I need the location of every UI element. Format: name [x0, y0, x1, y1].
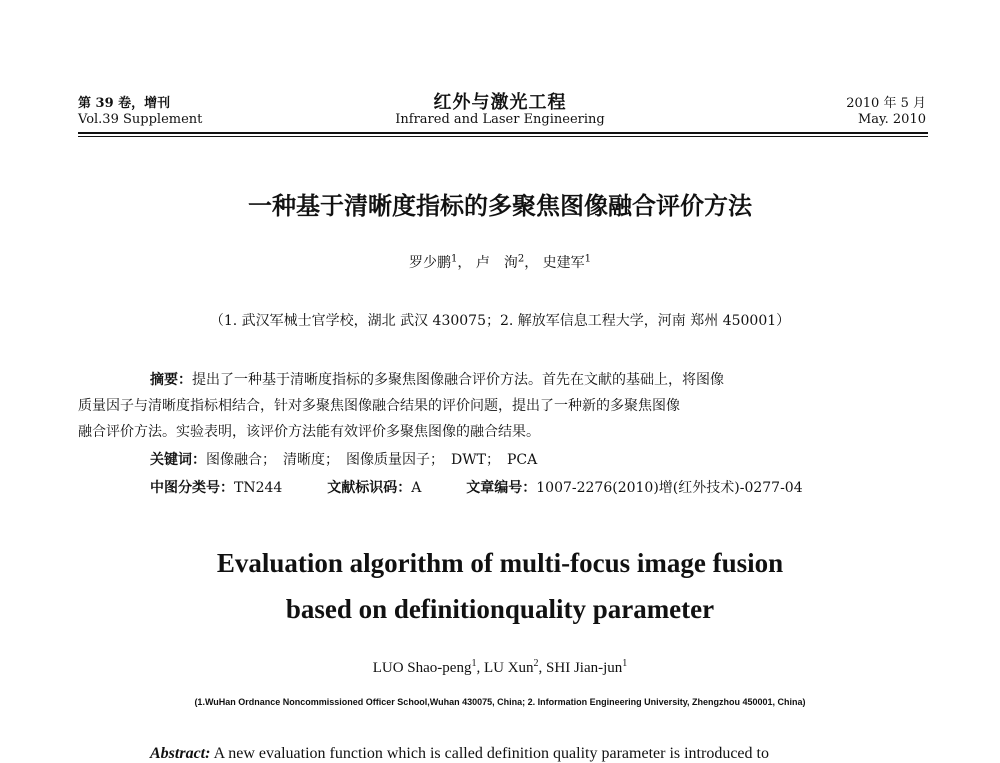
- author-cn-2: 卢 洵$^2$，: [475, 253, 539, 271]
- abstract-label-cn: 摘要：: [150, 372, 192, 388]
- issue-date-cn: 2010 年 5 月: [846, 96, 926, 111]
- abstract-cn-line-1: 摘要：提出了一种基于清晰度指标的多聚焦图像融合评价方法。首先在文献的基础上，将图像: [150, 372, 724, 388]
- author-cn-3: 史建军$^1$: [542, 253, 592, 271]
- authors-cn: [0, 252, 1000, 272]
- header-rule-thin: [78, 136, 928, 137]
- author-en-2: LU Xun$^2$,: [483, 658, 547, 676]
- volume-issue-cn: 第 39 卷，增刊: [78, 96, 171, 111]
- author-en-1: LUO Shao-peng$^1$,: [372, 658, 484, 676]
- paper-title-cn: 一种基于清晰度指标的多聚焦图像融合评价方法: [248, 192, 752, 220]
- paper-title-en-line-2: based on definitionquality parameter: [285, 594, 715, 624]
- authors-en: [0, 660, 1000, 677]
- abstract-en-line-1: [150, 745, 769, 763]
- doc-code-label: 文献标识码：: [327, 480, 412, 496]
- header-rule-thick: [78, 132, 928, 134]
- classification-line: [150, 476, 803, 500]
- affiliation-en: (1.WuHan Ordnance Noncommissioned Officer School,Wuhan 430075, China; 2. Information Engineering University, Zhengzhou 450001, China): [194, 697, 806, 707]
- paper-title-en-line-1: Evaluation algorithm of multi-focus image fusion: [216, 548, 784, 578]
- journal-name-cn: 红外与激光工程: [433, 92, 567, 113]
- abstract-en-text: A new evaluation function which is called definition quality parameter is introduced to: [213, 745, 769, 762]
- abstract-cn-line-3: 融合评价方法。实验表明，该评价方法能有效评价多聚焦图像的融合结果。: [78, 424, 540, 440]
- issue-date-en: May. 2010: [857, 112, 926, 127]
- article-no-label: 文章编号：: [466, 480, 537, 496]
- keywords-value: 图像融合； 清晰度； 图像质量因子； DWT； PCA: [206, 452, 538, 468]
- keywords-label: 关键词：: [150, 452, 206, 468]
- author-en-3: SHI Jian-jun$^1$: [546, 658, 628, 676]
- clc-value: TN244: [234, 480, 283, 496]
- keywords-cn: [150, 448, 537, 472]
- journal-name-en: Infrared and Laser Engineering: [395, 112, 605, 127]
- abstract-label-en: Abstract:: [150, 745, 211, 762]
- doc-code-value: A: [411, 480, 422, 496]
- abstract-cn-line-2: 质量因子与清晰度指标相结合，针对多聚焦图像融合结果的评价问题，提出了一种新的多聚焦图像: [78, 398, 680, 414]
- affiliation-cn: （1. 武汉军械士官学校，湖北 武汉 430075；2. 解放军信息工程大学，河南 郑州 450001）: [209, 313, 791, 329]
- author-cn-1: 罗少鹏$^1$，: [408, 253, 472, 271]
- article-no-value: 1007-2276(2010)增(红外技术)-0277-04: [536, 480, 803, 496]
- clc-label: 中图分类号：: [150, 480, 234, 496]
- volume-issue-en: Vol.39 Supplement: [78, 112, 203, 127]
